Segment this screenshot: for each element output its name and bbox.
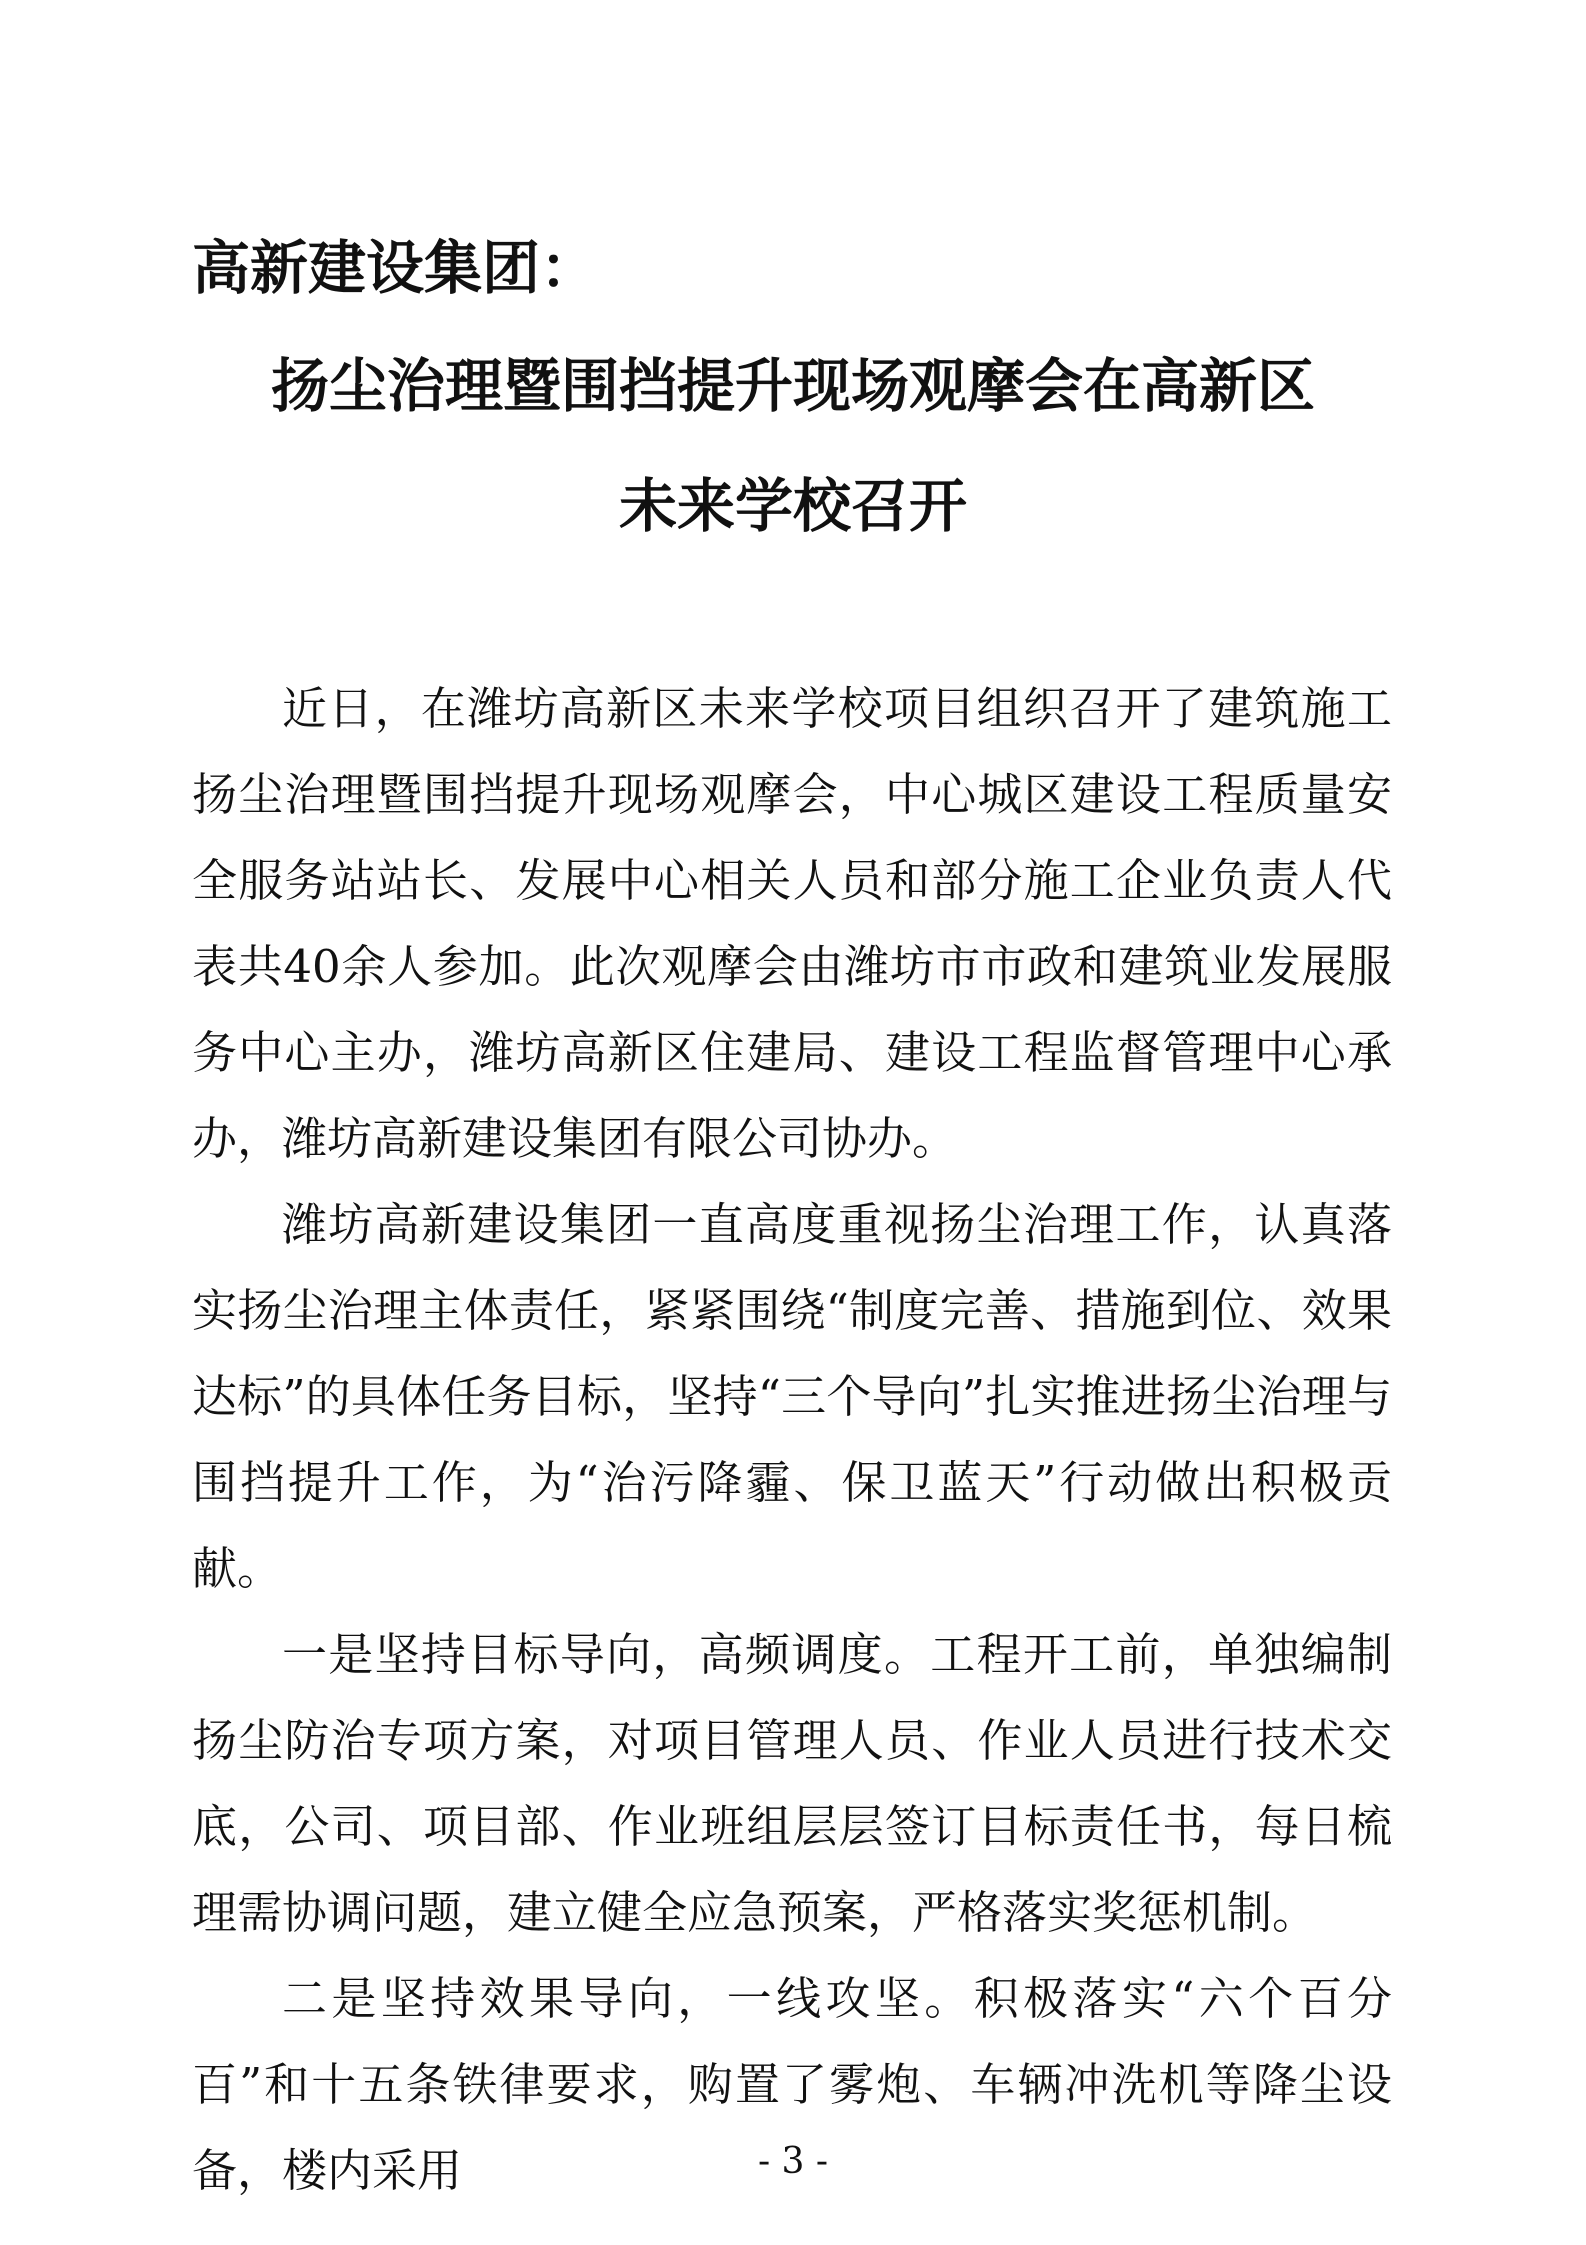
page-number: - 3 -: [757, 2141, 829, 2182]
title-line-1: 扬尘治理暨围挡提升现场观摩会在高新区: [270, 352, 1315, 420]
paragraph-4: 二是坚持效果导向，一线攻坚。积极落实“六个百分百”和十五条铁律要求，购置了雾炮、车辆冲洗机等降尘设备，楼内采用: [192, 1972, 1392, 2197]
paragraph-3: 一是坚持目标导向，高频调度。工程开工前，单独编制扬尘防治专项方案，对项目管理人员、作业人员进行技术交底，公司、项目部、作业班组层层签订目标责任书，每日梳理需协调问题，建立健全应急预案，严格落实奖惩机制。: [192, 1628, 1392, 1939]
organization-heading: 高新建设集团：: [192, 234, 599, 302]
title-line-2: 未来学校召开: [618, 472, 967, 540]
article-body: [192, 666, 1392, 2214]
paragraph-2: 潍坊高新建设集团一直高度重视扬尘治理工作，认真落实扬尘治理主体责任，紧紧围绕“制度完善、措施到位、效果达标”的具体任务目标，坚持“三个导向”扎实推进扬尘治理与围挡提升工作，为“治污降霾、保卫蓝天”行动做出积极贡献。: [192, 1198, 1392, 1595]
paragraph-1: 近日，在潍坊高新区未来学校项目组织召开了建筑施工扬尘治理暨围挡提升现场观摩会，中心城区建设工程质量安全服务站站长、发展中心相关人员和部分施工企业负责人代表共40余人参加。此次观摩会由潍坊市市政和建筑业发展服务中心主办，潍坊高新区住建局、建设工程监督管理中心承办，潍坊高新建设集团有限公司协办。: [192, 682, 1392, 1165]
